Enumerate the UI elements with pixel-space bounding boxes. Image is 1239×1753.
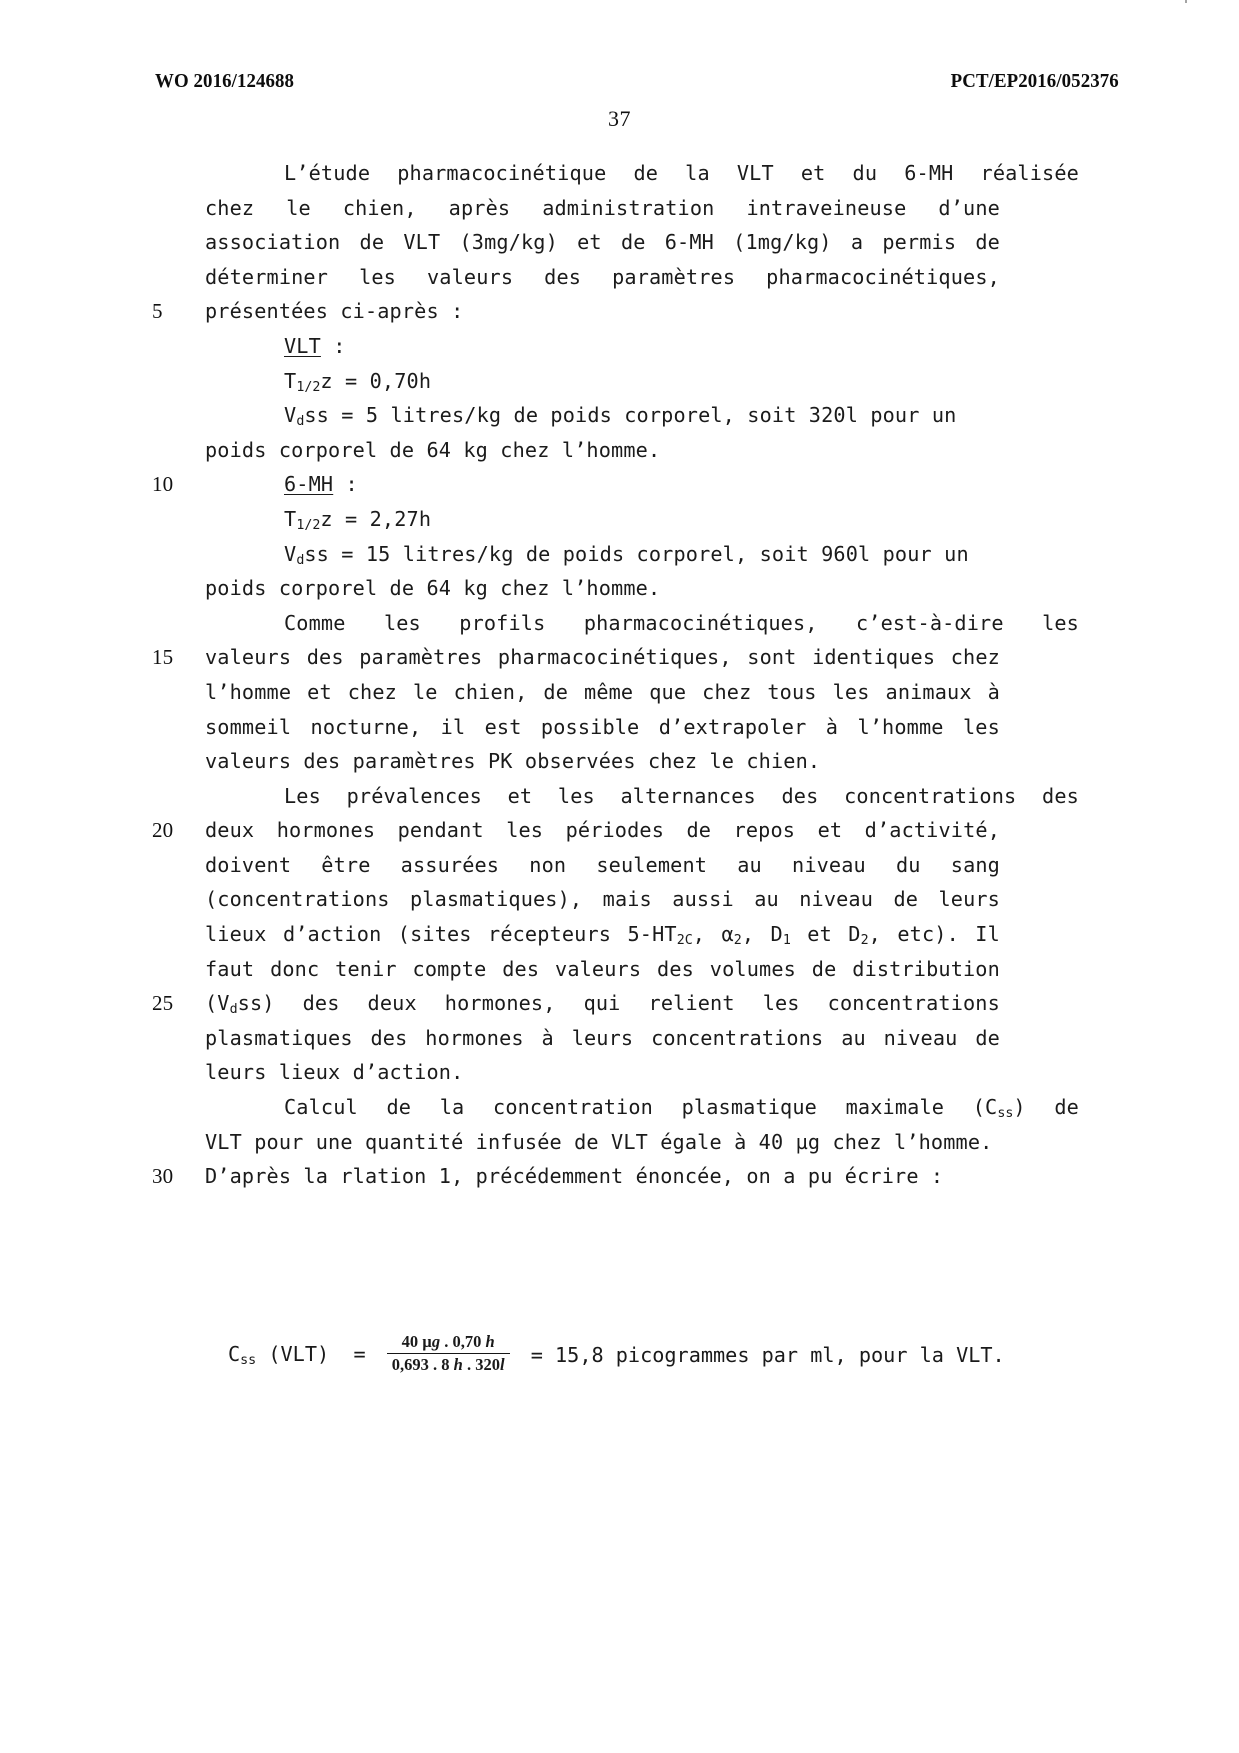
text-line xyxy=(0,640,1239,675)
word: aussi xyxy=(672,887,734,912)
text-line xyxy=(0,433,1239,468)
line-number: 30 xyxy=(152,1164,174,1189)
word: au xyxy=(841,1025,866,1050)
word: concentration xyxy=(493,1095,653,1120)
text-line xyxy=(0,260,1239,295)
text-line xyxy=(0,882,1239,917)
word: maximale xyxy=(845,1095,945,1120)
text-line xyxy=(0,364,1239,399)
line-text xyxy=(205,606,1079,641)
word: chien, xyxy=(453,679,528,704)
word: même xyxy=(584,679,634,704)
word: les xyxy=(832,679,870,704)
word: des xyxy=(544,264,582,289)
word: doivent xyxy=(205,852,292,877)
word: du xyxy=(852,161,878,185)
word: possible xyxy=(540,714,640,739)
text-line xyxy=(0,917,1239,952)
word: du xyxy=(896,852,921,877)
word: de xyxy=(1054,1095,1079,1120)
word: tenir xyxy=(335,956,397,981)
text-line xyxy=(0,606,1239,641)
word: VLT xyxy=(403,230,441,255)
word: être xyxy=(321,852,371,877)
word: association xyxy=(205,230,341,255)
equation-rhs: = 15,8 picogrammes par ml, pour la VLT. xyxy=(518,1342,1005,1367)
word: de xyxy=(359,230,385,255)
word: Comme xyxy=(284,610,346,635)
fraction-denominator: 0,693 . 8 h . 320l xyxy=(387,1353,510,1375)
word: $(V_dss)$ xyxy=(205,991,275,1018)
text-line xyxy=(0,467,1239,502)
text-line xyxy=(0,329,1239,364)
word: leurs xyxy=(571,1025,634,1050)
word: chez xyxy=(347,679,397,704)
line-number: 5 xyxy=(152,299,163,324)
word: l’homme xyxy=(857,714,944,739)
word: nocturne, xyxy=(310,714,422,739)
word: des xyxy=(502,956,540,981)
word: les xyxy=(762,991,800,1016)
line-number: 10 xyxy=(152,472,174,497)
word: 6-MH xyxy=(904,161,954,185)
word: hormones, xyxy=(444,991,556,1016)
page-number: 37 xyxy=(608,106,631,131)
text-line xyxy=(0,675,1239,710)
line-text: $V_dss = 15$ litres/kg de poids corporel, soit 960l pour un xyxy=(284,541,969,568)
word: alternances xyxy=(620,783,756,808)
word: hormones xyxy=(276,818,376,843)
line-text: $T_{1/2}z = 0,70h$ xyxy=(284,368,432,395)
word: $5-HT_{2C}$, xyxy=(627,922,706,948)
word: Il xyxy=(975,922,1000,947)
word: d’activité, xyxy=(864,818,1000,843)
word: niveau xyxy=(799,887,874,912)
word: concentrations xyxy=(827,991,1000,1016)
word: compte xyxy=(412,956,487,981)
word: au xyxy=(754,887,779,912)
text-line xyxy=(0,986,1239,1021)
word: les xyxy=(383,610,421,635)
word: les xyxy=(1042,610,1079,635)
line-text: leurs lieux d’action. xyxy=(205,1060,464,1085)
word: identiques xyxy=(812,645,936,670)
word: valeurs xyxy=(555,956,642,981)
word: volumes xyxy=(709,956,796,981)
word: récepteurs xyxy=(488,922,612,947)
word: d’extrapoler xyxy=(658,714,807,739)
line-text xyxy=(205,191,1000,226)
word: les xyxy=(359,264,396,289)
word: de xyxy=(975,230,1000,255)
word: prévalences xyxy=(346,783,482,808)
running-header xyxy=(155,70,1119,93)
word: plasmatique xyxy=(681,1095,817,1120)
word: pharmacocinétiques, xyxy=(766,264,1000,289)
text-line xyxy=(0,398,1239,433)
word: chien, xyxy=(342,195,417,220)
word: hormones xyxy=(425,1025,524,1050)
word: (1mg/kg) xyxy=(733,230,832,255)
word: des xyxy=(657,956,694,981)
word: réalisée xyxy=(980,161,1079,185)
word: et xyxy=(817,818,843,843)
word: de xyxy=(620,230,646,255)
word: a xyxy=(850,230,864,255)
word: $(C_{ss})$ xyxy=(972,1095,1026,1121)
word: chez xyxy=(205,195,255,220)
word: permis xyxy=(882,230,957,255)
text-line xyxy=(0,294,1239,329)
line-text xyxy=(205,882,1000,917)
text-line xyxy=(0,1021,1239,1056)
word: d’action xyxy=(282,922,382,947)
word: chez xyxy=(702,679,752,704)
line-text xyxy=(205,640,1000,675)
line-text: VLT pour une quantité infusée de VLT égale à 40 µg chez l’homme. xyxy=(205,1129,993,1154)
word: qui xyxy=(583,991,621,1016)
line-text: valeurs des paramètres PK observées chez le chien. xyxy=(205,749,821,774)
line-number: 15 xyxy=(152,645,174,670)
word: des xyxy=(370,1025,408,1050)
word: valeurs xyxy=(205,645,292,670)
word: de xyxy=(386,1095,412,1120)
text-line xyxy=(0,1090,1239,1125)
word: et xyxy=(507,783,533,808)
word: l’homme xyxy=(205,679,292,704)
line-text xyxy=(205,710,1000,745)
word: plasmatiques xyxy=(205,1025,353,1050)
text-line xyxy=(0,848,1239,883)
word: c’est-à-dire xyxy=(856,610,1004,635)
word: sont xyxy=(747,645,797,670)
word: concentrations xyxy=(651,1025,824,1050)
word: au xyxy=(737,852,762,877)
word: mais xyxy=(602,887,652,912)
word: la xyxy=(685,161,710,185)
word: de xyxy=(633,161,659,185)
word: assurées xyxy=(400,852,500,877)
text-line xyxy=(0,952,1239,987)
word: profils xyxy=(459,610,546,635)
word: des xyxy=(1042,783,1079,808)
equation-lhs: $C_{ss}$ (VLT) = xyxy=(228,1341,378,1368)
line-text xyxy=(205,1021,1000,1056)
line-text: $V_dss = 5$ litres/kg de poids corporel, soit 320l pour un xyxy=(284,403,957,430)
equation-fraction xyxy=(387,1332,510,1375)
word: pharmacocinétiques, xyxy=(497,645,732,670)
text-line xyxy=(0,1055,1239,1090)
word: donc xyxy=(270,956,320,981)
word: les xyxy=(962,714,1000,739)
text-line xyxy=(0,744,1239,779)
word: pharmacocinétiques, xyxy=(583,610,818,635)
word: après xyxy=(448,195,511,220)
word: des xyxy=(781,783,819,808)
word: et xyxy=(577,230,602,255)
word: que xyxy=(649,679,687,704)
word: animaux xyxy=(885,679,972,704)
word: et xyxy=(800,161,826,185)
line-text xyxy=(205,675,1000,710)
word: L’étude xyxy=(284,161,371,185)
word: sommeil xyxy=(205,714,292,739)
word: des xyxy=(306,645,344,670)
word: les xyxy=(506,818,544,843)
word: paramètres xyxy=(359,645,483,670)
text-line xyxy=(0,1159,1239,1194)
word: est xyxy=(484,714,522,739)
word: Calcul xyxy=(284,1095,358,1120)
word: et xyxy=(307,679,332,704)
word: etc). xyxy=(897,922,959,947)
text-line xyxy=(0,813,1239,848)
line-text xyxy=(205,779,1079,814)
word: $\alpha_2$, xyxy=(721,922,755,948)
word: pharmacocinétique xyxy=(397,161,607,185)
line-text xyxy=(205,156,1079,191)
word: distribution xyxy=(852,956,1000,981)
word: des xyxy=(302,991,340,1016)
line-number: 20 xyxy=(152,818,174,843)
word: sang xyxy=(950,852,1000,877)
text-line xyxy=(0,502,1239,537)
text-line xyxy=(0,779,1239,814)
word: périodes xyxy=(565,818,665,843)
word: à xyxy=(825,714,839,739)
word: Les xyxy=(284,783,321,808)
word: concentrations xyxy=(844,783,1017,808)
line-text: D’après la rlation 1, précédemment énoncée, on a pu écrire : xyxy=(205,1164,944,1189)
text-line xyxy=(0,156,1239,191)
line-text: présentées ci-après : xyxy=(205,299,464,324)
document-body xyxy=(0,156,1239,1194)
word: 6-MH xyxy=(664,230,714,255)
equation-row xyxy=(0,1332,1239,1395)
scan-edge-artifact xyxy=(1185,0,1187,1753)
line-text xyxy=(205,225,1000,260)
word: pendant xyxy=(397,818,484,843)
text-line xyxy=(0,1125,1239,1160)
word: niveau xyxy=(792,852,866,877)
word: non xyxy=(529,852,567,877)
word: il xyxy=(440,714,466,739)
word: faut xyxy=(205,956,255,981)
line-text xyxy=(205,952,1000,987)
line-text: $T_{1/2}z = 2,27h$ xyxy=(284,506,432,533)
css-vlt-equation xyxy=(228,1333,1005,1376)
word: tous xyxy=(767,679,817,704)
line-text xyxy=(205,813,1000,848)
word: administration xyxy=(542,195,715,220)
word: de xyxy=(543,679,569,704)
word: à xyxy=(987,679,1000,704)
line-text: 6-MH : xyxy=(284,472,358,497)
text-line xyxy=(0,191,1239,226)
text-line xyxy=(0,571,1239,606)
word: déterminer xyxy=(205,264,329,289)
line-text: poids corporel de 64 kg chez l’homme. xyxy=(205,437,661,462)
line-number: 25 xyxy=(152,991,174,1016)
word: niveau xyxy=(883,1025,958,1050)
word: intraveineuse xyxy=(746,195,907,220)
word: VLT xyxy=(736,161,774,185)
text-line xyxy=(0,710,1239,745)
application-number: PCT/EP2016/052376 xyxy=(950,70,1119,92)
word: leurs xyxy=(938,887,1000,912)
word: lieux xyxy=(205,922,267,947)
line-text xyxy=(205,848,1000,883)
word: valeurs xyxy=(427,264,514,289)
word: le xyxy=(286,195,311,220)
word: repos xyxy=(733,818,796,843)
word: deux xyxy=(205,818,255,843)
word: $D_2$, xyxy=(848,922,881,948)
word: le xyxy=(412,679,438,704)
word: deux xyxy=(367,991,417,1016)
word: à xyxy=(541,1025,554,1050)
word: de xyxy=(811,956,837,981)
word: d’une xyxy=(938,195,1000,220)
word: les xyxy=(557,783,595,808)
fraction-numerator: 40 µg . 0,70 h xyxy=(401,1332,495,1351)
publication-number: WO 2016/124688 xyxy=(155,70,295,92)
word: relient xyxy=(648,991,735,1016)
line-text xyxy=(205,260,1000,295)
text-line xyxy=(0,537,1239,572)
word: paramètres xyxy=(612,264,736,289)
word: de xyxy=(686,818,712,843)
word: la xyxy=(439,1095,465,1120)
word: seulement xyxy=(596,852,708,877)
line-text: VLT : xyxy=(284,333,346,358)
word: (sites xyxy=(397,922,472,947)
word: plasmatiques), xyxy=(409,887,583,912)
word: (3mg/kg) xyxy=(459,230,558,255)
word: de xyxy=(893,887,919,912)
line-text: poids corporel de 64 kg chez l’homme. xyxy=(205,576,661,601)
word: (concentrations xyxy=(205,887,390,912)
word: chez xyxy=(950,645,1000,670)
word: de xyxy=(975,1025,1000,1050)
word: et xyxy=(807,922,832,947)
text-line xyxy=(0,225,1239,260)
word: $D_1$ xyxy=(770,922,791,948)
